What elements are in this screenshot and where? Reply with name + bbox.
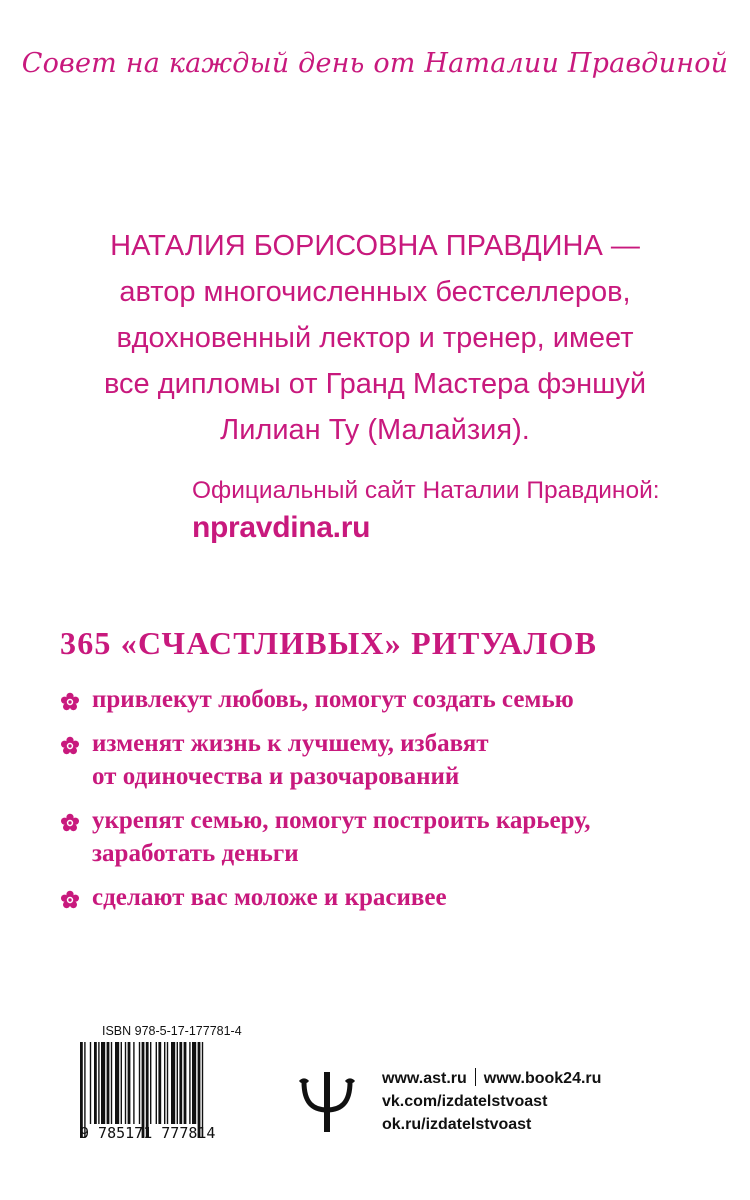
list-item-line: сделают вас моложе и красивее xyxy=(92,884,447,911)
official-site-link[interactable]: npravdina.ru xyxy=(192,511,371,544)
list-item-line: заработать деньги xyxy=(92,840,299,867)
list-item-line: укрепят семью, помогут построить карьеру, xyxy=(92,807,591,834)
barcode-bar xyxy=(184,1042,187,1124)
ok-link[interactable]: ok.ru/izdatelstvoast xyxy=(382,1116,532,1133)
list-item-line: от одиночества и разочарований xyxy=(92,763,460,790)
bio-line: все дипломы от Гранд Мастера фэншуй xyxy=(103,368,647,400)
flower-icon xyxy=(60,736,80,756)
author-bio xyxy=(0,223,750,453)
isbn-label: ISBN 978-5-17-177781-4 xyxy=(102,1024,242,1038)
barcode-bar xyxy=(156,1042,157,1124)
rituals-heading: 365 «СЧАСТЛИВЫХ» РИТУАЛОВ xyxy=(60,625,598,661)
list-item xyxy=(60,804,720,870)
barcode-bar xyxy=(150,1042,151,1124)
barcode-bar xyxy=(139,1042,140,1124)
barcode-bar xyxy=(158,1042,161,1124)
list-item xyxy=(60,881,720,914)
barcode-bar xyxy=(164,1042,165,1124)
bio-line: вдохновенный лектор и тренер, имеет xyxy=(116,322,634,354)
vk-link[interactable]: vk.com/izdatelstvoast xyxy=(382,1093,548,1110)
flower-icon xyxy=(60,692,80,712)
barcode-bar xyxy=(98,1042,99,1124)
publisher-links xyxy=(382,1067,601,1136)
barcode-bar xyxy=(90,1042,91,1124)
barcode-bar xyxy=(179,1042,182,1124)
bio-line: автор многочисленных бестселлеров, xyxy=(119,276,631,308)
rituals-list xyxy=(60,683,720,925)
list-item xyxy=(60,727,720,793)
barcode-bar xyxy=(167,1042,168,1124)
barcode-bar xyxy=(128,1042,131,1124)
barcode-bar xyxy=(189,1042,190,1124)
barcode-bar xyxy=(192,1042,196,1124)
official-site-label: Официальный сайт Наталии Правдиной: xyxy=(192,477,660,504)
list-item-line: изменят жизнь к лучшему, избавят xyxy=(92,730,489,757)
psi-logo-icon xyxy=(296,1068,358,1134)
flower-icon xyxy=(60,890,80,910)
list-item xyxy=(60,683,720,716)
barcode-bar xyxy=(101,1042,105,1124)
barcode-bar xyxy=(133,1042,134,1124)
bio-line: НАТАЛИЯ БОРИСОВНА ПРАВДИНА — xyxy=(110,230,640,262)
list-item-line: привлекут любовь, помогут создать семью xyxy=(92,686,574,713)
flower-icon xyxy=(60,813,80,833)
divider xyxy=(475,1068,476,1086)
book24-site-link[interactable]: www.book24.ru xyxy=(483,1070,602,1087)
barcode-digits: 9 785171 777814 xyxy=(80,1124,216,1142)
barcode-bar xyxy=(94,1042,97,1124)
series-title: Совет на каждый день от Наталии Правдиной xyxy=(21,48,729,79)
barcode-bar xyxy=(121,1042,122,1124)
barcode-bar xyxy=(125,1042,126,1124)
barcode-bar xyxy=(111,1042,112,1124)
barcode-bar xyxy=(115,1042,119,1124)
barcode-bar xyxy=(177,1042,178,1124)
barcode-bar xyxy=(107,1042,110,1124)
barcode-bar xyxy=(171,1042,175,1124)
ast-site-link[interactable]: www.ast.ru xyxy=(382,1070,467,1087)
bio-line: Лилиан Ту (Малайзия). xyxy=(220,414,530,446)
